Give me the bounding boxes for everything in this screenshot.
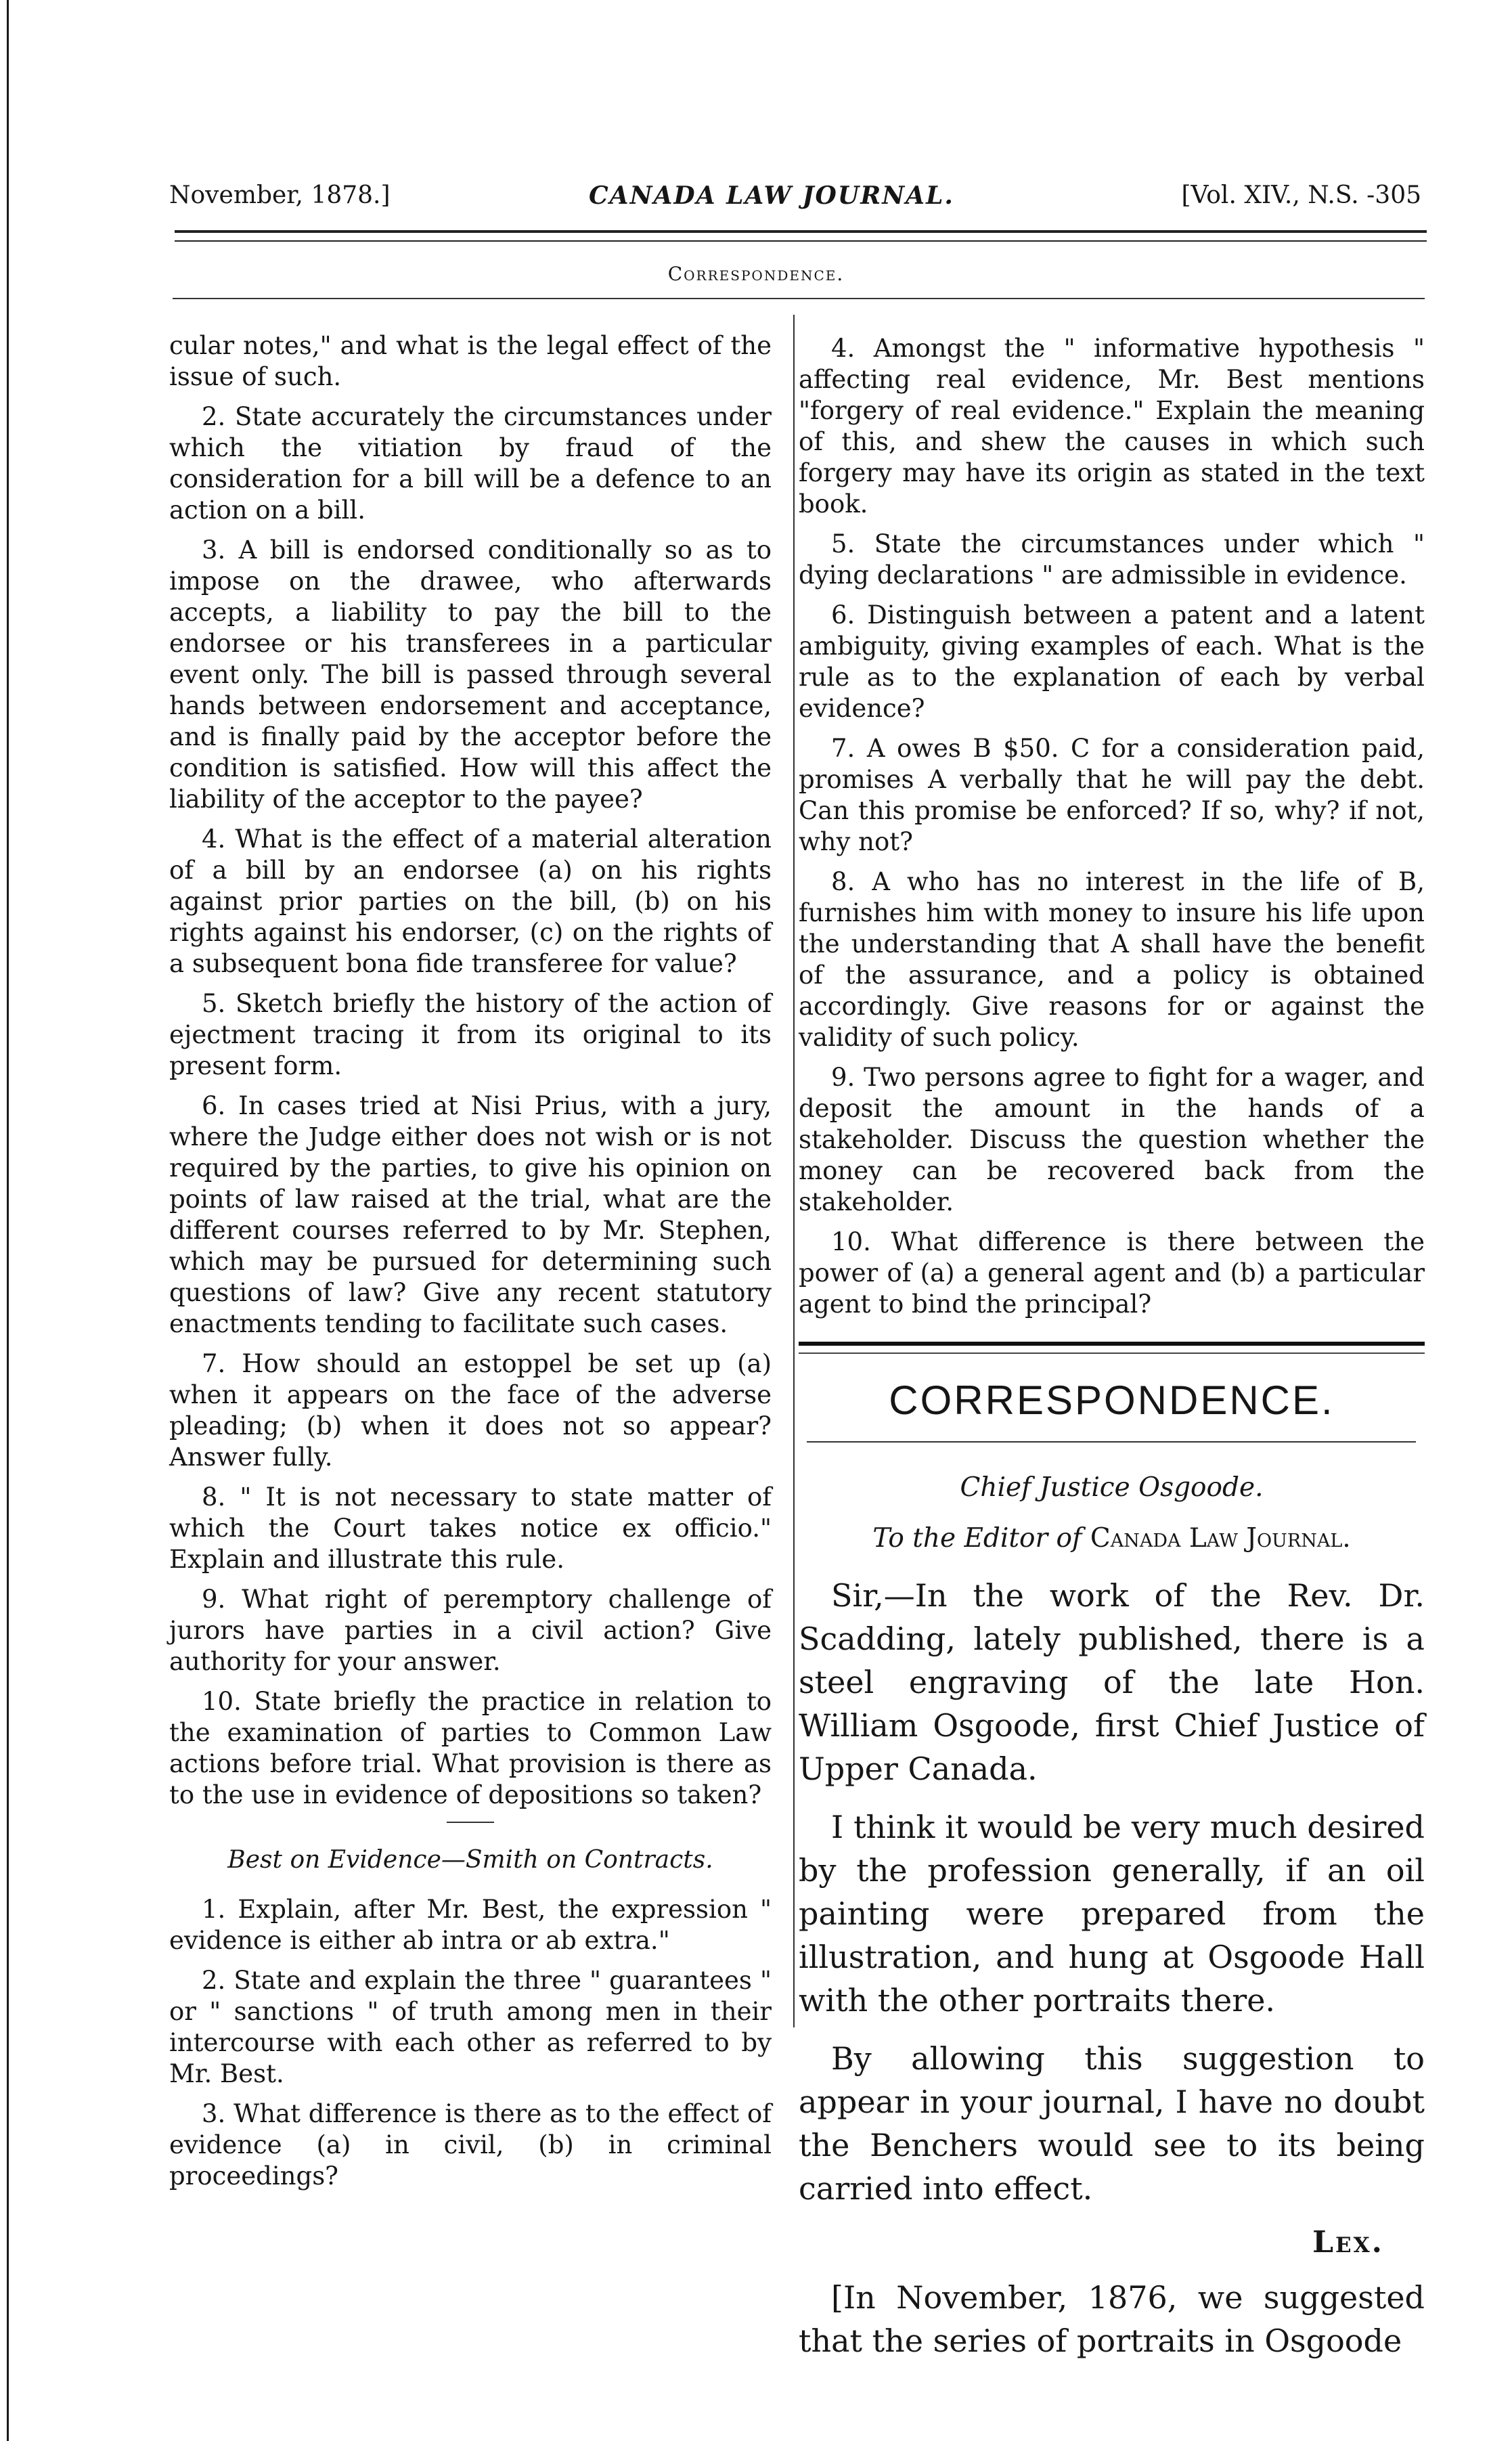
question-5: 5. Sketch briefly the history of the action of ejectment tracing it from its original to its present form. (169, 989, 772, 1080)
question-8: 8. " It is not necessary to state matter of which the Court takes notice ex officio." Explain and illustrate this rule. (169, 1482, 772, 1574)
question-r7: 7. A owes B $50. C for a consideration paid, promises A verbally that he will pay the debt. Can this promise be enforced? If so, why? if not, why not? (799, 734, 1425, 856)
right-column (799, 333, 1425, 2377)
question-r5: 5. State the circumstances under which " dying declarations " are admissible in evidence. (799, 529, 1425, 590)
section-rule (173, 298, 1425, 299)
editor-address (799, 1523, 1425, 1554)
letter-paragraph-3: By allowing this suggestion to appear in your journal, I have no doubt the Benchers would see to its being carried into effect. (799, 2040, 1425, 2207)
short-divider (447, 1822, 494, 1823)
evidence-question-3: 3. What difference is there as to the effect of evidence (a) in civil, (b) in criminal proceedings? (169, 2099, 772, 2191)
letter-body (799, 1574, 1425, 2362)
question-3: 3. A bill is endorsed conditionally so as to impose on the drawee, who afterwards accepts, a liability to pay the bill to the endorsee or his transferees in a particular event only. The bill is passed through several hands between endorsement and acceptance, and is finally paid by the acceptor before the condition is satisfied. How will this affect the liability of the acceptor to the payee? (169, 535, 772, 814)
question-7: 7. How should an estoppel be set up (a) when it appears on the face of the adverse pleading; (b) when it does not so appear? Answer fully. (169, 1349, 772, 1472)
exam-subheading: Best on Evidence—Smith on Contracts. (227, 1846, 713, 1874)
editorial-note: [In November, 1876, we suggested that the series of portraits in Osgoode (799, 2279, 1425, 2359)
running-header (169, 181, 1421, 219)
question-r9: 9. Two persons agree to fight for a wager, and deposit the amount in the hands of a stakeholder. Discuss the question whether the money can be recovered back from the stakeholder. (799, 1063, 1425, 1216)
evidence-question-2: 2. State and explain the three " guarantees " or " sanctions " of truth among men in their intercourse with each other as referred to by Mr. Best. (169, 1966, 772, 2088)
question-4: 4. What is the effect of a material alteration of a bill by an endorsee (a) on his rights against prior parties on the bill, (b) on his rights against his endorser, (c) on the rights of a subsequent bona fide transferee for value? (169, 824, 772, 978)
letter-title: Chief Justice Osgoode. (960, 1472, 1264, 1503)
evidence-question-1: 1. Explain, after Mr. Best, the expression " evidence is either ab intra or ab extra." (169, 1895, 772, 1955)
question-r8: 8. A who has no interest in the life of B, furnishes him with money to insure his life upon the understanding that A shall have the benefit of the assurance, and a policy is obtained accordingly. Give reasons for or against the validity of such policy. (799, 867, 1425, 1052)
page-edge (7, 0, 9, 2441)
header-volume: [Vol. XIV., N.S. -305 (1181, 181, 1421, 209)
editor-address-journal: Canada Law Journal. (1090, 1523, 1351, 1554)
question-9: 9. What right of peremptory challenge of jurors have parties in a civil action? Give authority for your answer. (169, 1585, 772, 1676)
column-divider (793, 315, 795, 2027)
header-date: November, 1878.] (169, 181, 391, 209)
question-2: 2. State accurately the circumstances under which the vitiation by fraud of the consideration for a bill will be a defence to an action on a bill. (169, 402, 772, 525)
letter-paragraph-1: Sir,—In the work of the Rev. Dr. Scadding, lately published, there is a steel engraving of the late Hon. William Osgoode, first Chief Justice of Upper Canada. (799, 1577, 1425, 1787)
question-r6: 6. Distinguish between a patent and a latent ambiguity, giving examples of each. What is the rule as to the explanation of each by verbal evidence? (799, 600, 1425, 723)
header-double-rule (175, 230, 1427, 242)
left-column (169, 330, 772, 2201)
letter-signature: Lex. (1312, 2225, 1384, 2260)
editor-address-prefix: To the Editor of (872, 1523, 1082, 1554)
heavy-divider (799, 1342, 1425, 1354)
question-1-continued: cular notes," and what is the legal effect of the issue of such. (169, 331, 772, 391)
correspondence-title: CORRESPONDENCE. (889, 1378, 1335, 1423)
question-r10: 10. What difference is there between the power of (a) a general agent and (b) a particular agent to bind the principal? (799, 1227, 1425, 1319)
question-10: 10. State briefly the practice in relation to the examination of parties to Common Law actions before trial. What provision is there as to the use in evidence of depositions so taken? (169, 1687, 772, 1809)
section-heading: Correspondence. (667, 263, 845, 285)
letter-paragraph-2: I think it would be very much desired by the profession generally, if an oil painting were prepared from the illustration, and hung at Osgoode Hall with the other portraits there. (799, 1809, 1425, 2019)
correspondence-rule (807, 1441, 1416, 1443)
question-r4: 4. Amongst the " informative hypothesis " affecting real evidence, Mr. Best mentions "forgery of real evidence." Explain the meaning of this, and shew the causes in which such forgery may have its origin as stated in the text book. (799, 334, 1425, 519)
header-journal-title: CANADA LAW JOURNAL. (589, 181, 954, 210)
question-6: 6. In cases tried at Nisi Prius, with a jury, where the Judge either does not wish or is not required by the parties, to give his opinion on points of law raised at the trial, what are the different courses referred to by Mr. Stephen, which may be pursued for determining such questions of law? Give any recent statutory enactments tending to facilitate such cases. (169, 1091, 772, 1338)
